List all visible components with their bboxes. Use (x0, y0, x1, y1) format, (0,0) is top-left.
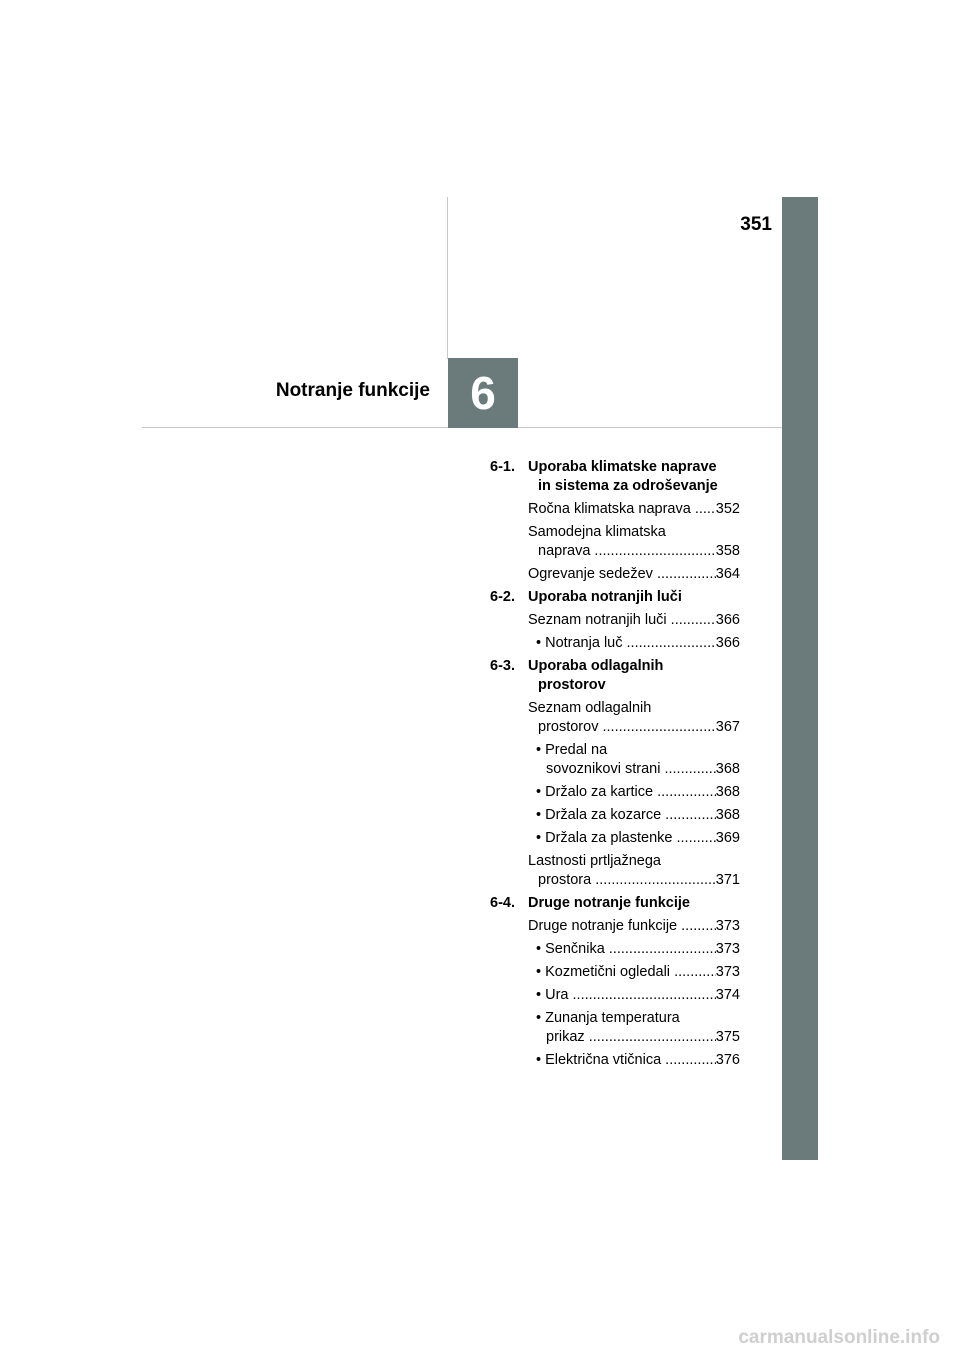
toc-entry[interactable] (528, 699, 740, 737)
table-of-contents (490, 458, 740, 1074)
entry-title-cont: prikaz ..... (536, 1028, 716, 1047)
toc-entry[interactable] (536, 783, 740, 802)
toc-entry[interactable] (536, 634, 740, 653)
toc-section-6-2 (490, 588, 740, 653)
toc-entry[interactable] (536, 986, 740, 1005)
entry-page: 374 (715, 987, 740, 1003)
entry-page: 368 (715, 784, 740, 800)
entry-page: 373 (715, 941, 740, 957)
entry-title-cont: naprava ..... (528, 542, 716, 561)
chapter-number: 6 (470, 367, 496, 419)
entry-title: • Kozmetični ogledali ..... (536, 963, 716, 982)
section-heading[interactable] (490, 588, 740, 607)
entry-page: 373 (715, 918, 740, 934)
page-number: 351 (740, 214, 772, 235)
toc-entry[interactable] (536, 829, 740, 848)
toc-entry[interactable] (528, 611, 740, 630)
toc-entry[interactable] (528, 852, 740, 890)
section-title: Druge notranje funkcije (528, 895, 690, 911)
toc-entry[interactable] (528, 917, 740, 936)
entry-page: 368 (715, 761, 740, 777)
chapter-title: Notranje funkcije (275, 380, 430, 401)
entry-page: 367 (715, 719, 740, 735)
entry-title: • Držalo za kartice ..... (536, 783, 716, 802)
toc-entry[interactable] (528, 565, 740, 584)
entry-title: Ročna klimatska naprava ..... (528, 500, 716, 519)
entry-title: • Ura ..... (536, 986, 716, 1005)
section-number: 6-4. (490, 895, 515, 911)
toc-entry[interactable] (536, 1051, 740, 1070)
entry-title: Seznam notranjih luči ..... (528, 611, 716, 630)
entry-page: 366 (715, 635, 740, 651)
entry-page: 371 (715, 872, 740, 888)
entry-title: Samodejna klimatska (528, 524, 666, 540)
entry-page: 376 (715, 1052, 740, 1068)
section-number: 6-3. (490, 658, 515, 674)
entry-title-cont: prostorov ..... (528, 718, 716, 737)
section-title: Uporaba notranjih luči (528, 589, 682, 605)
watermark: carmanualsonline.info (738, 1327, 940, 1348)
entry-page: 366 (715, 612, 740, 628)
entry-page: 358 (715, 543, 740, 559)
entry-page: 352 (715, 501, 740, 517)
entry-title: • Predal na (536, 742, 608, 758)
toc-entry[interactable] (536, 1009, 740, 1047)
toc-section-6-3 (490, 657, 740, 890)
entry-page: 369 (715, 830, 740, 846)
entry-page: 368 (715, 807, 740, 823)
section-heading[interactable] (490, 894, 740, 913)
entry-title: Lastnosti prtljažnega (528, 853, 661, 869)
section-heading[interactable] (490, 458, 740, 496)
section-number: 6-2. (490, 589, 515, 605)
entry-page: 373 (715, 964, 740, 980)
toc-section-6-4 (490, 894, 740, 1070)
entry-title: Ogrevanje sedežev ..... (528, 565, 716, 584)
entry-title: Druge notranje funkcije ..... (528, 917, 716, 936)
toc-entry[interactable] (528, 523, 740, 561)
entry-title: Seznam odlagalnih (528, 700, 652, 716)
toc-section-6-1 (490, 458, 740, 584)
entry-title: • Držala za kozarce ..... (536, 806, 716, 825)
entry-title: • Senčnika ..... (536, 940, 716, 959)
entry-title: • Držala za plastenke ..... (536, 829, 716, 848)
entry-title: • Zunanja temperatura (536, 1010, 680, 1026)
toc-entry[interactable] (536, 806, 740, 825)
section-heading[interactable] (490, 657, 740, 695)
toc-entry[interactable] (536, 963, 740, 982)
entry-title: • Električna vtičnica ..... (536, 1051, 716, 1070)
entry-page: 364 (715, 566, 740, 582)
entry-title-cont: prostora ..... (528, 871, 716, 890)
section-title: Uporaba klimatske naprave in sistema za odroševanje (528, 459, 718, 494)
toc-entry[interactable] (528, 500, 740, 519)
entry-title-cont: sovoznikovi strani ..... (536, 760, 716, 779)
toc-entry[interactable] (536, 940, 740, 959)
section-title: Uporaba odlagalnih prostorov (528, 658, 664, 693)
chapter-number-box (448, 358, 518, 428)
section-number: 6-1. (490, 459, 515, 475)
entry-title: • Notranja luč ..... (536, 634, 716, 653)
entry-page: 375 (715, 1029, 740, 1045)
vertical-divider (447, 197, 448, 359)
chapter-side-tab (782, 197, 818, 1160)
toc-entry[interactable] (536, 741, 740, 779)
